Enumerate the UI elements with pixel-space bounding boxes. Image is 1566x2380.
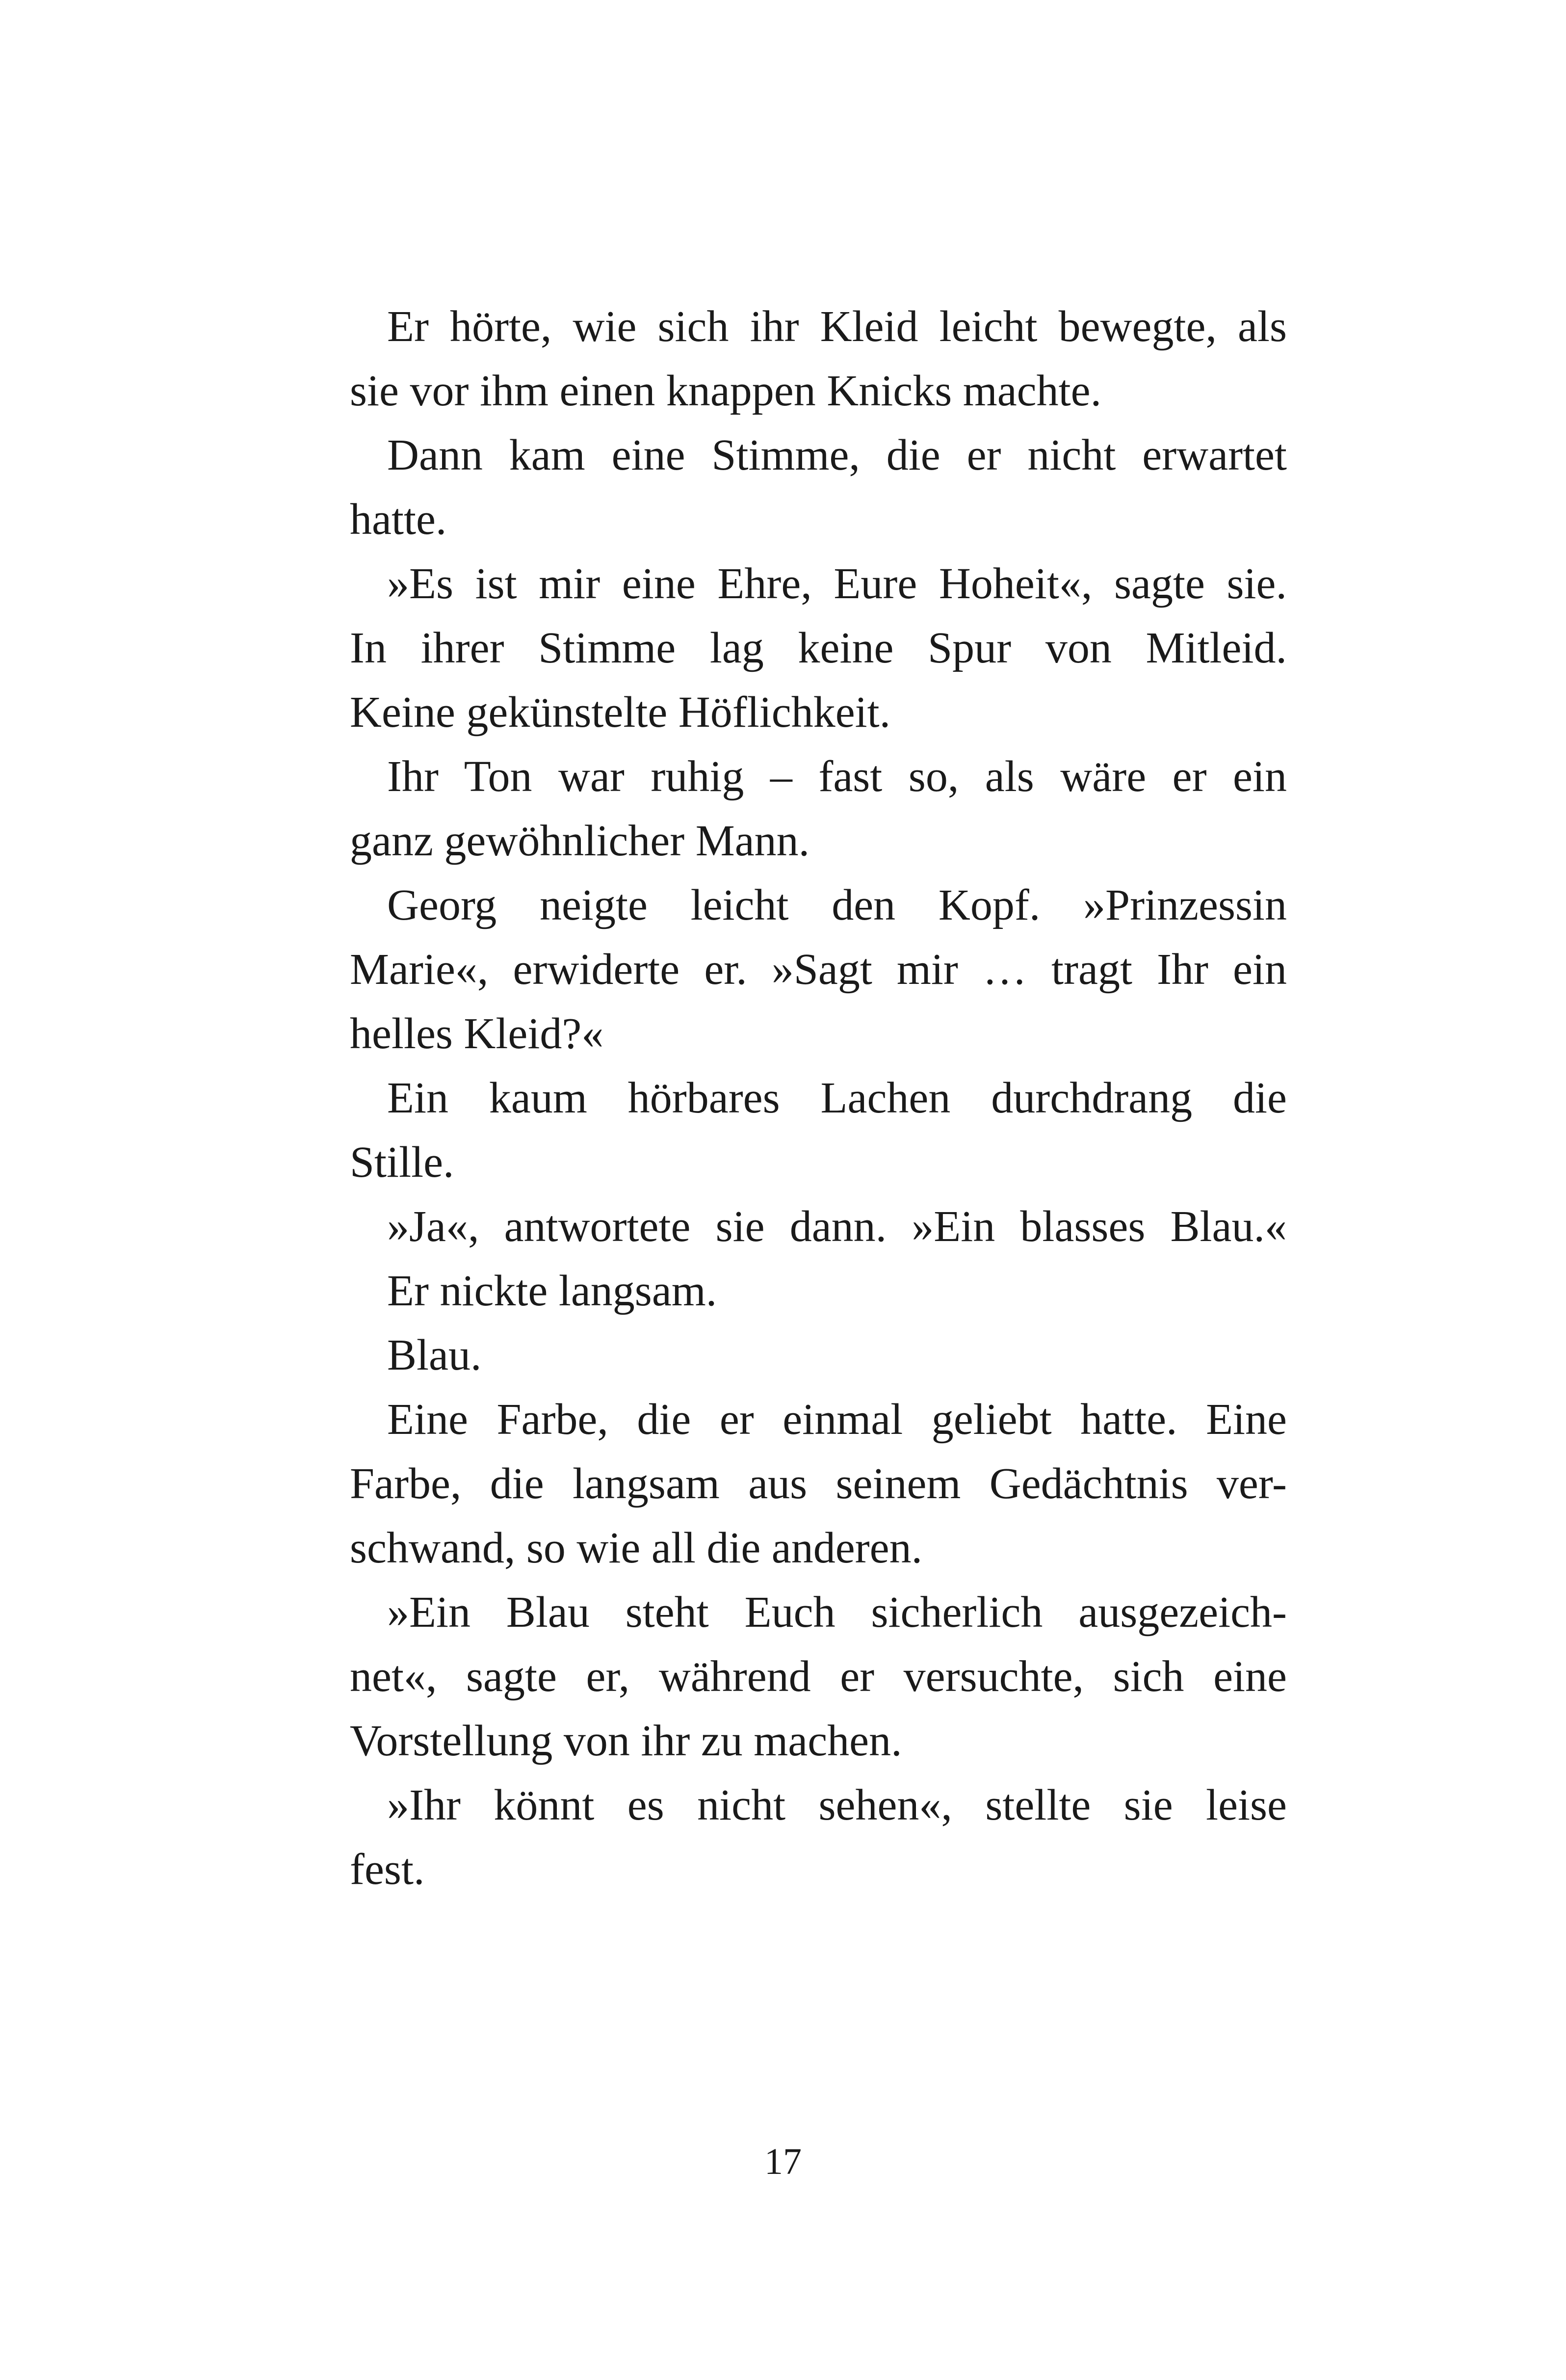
- text-line: Blau.: [387, 1331, 482, 1379]
- text-line: fest.: [350, 1845, 425, 1894]
- text-line: Marie«, erwiderte er. »Sagt mir … tragt Ihr ein: [350, 945, 1287, 994]
- text-line: hatte.: [350, 495, 447, 544]
- text-line: schwand, so wie all die anderen.: [350, 1524, 923, 1572]
- text-line: Ein kaum hörbares Lachen durchdrang die: [387, 1074, 1287, 1122]
- text-line: ganz gewöhnlicher Mann.: [350, 817, 810, 865]
- text-line: In ihrer Stimme lag keine Spur von Mitleid.: [350, 624, 1287, 672]
- text-line: Er nickte langsam.: [387, 1267, 717, 1315]
- text-line: »Ihr könnt es nicht sehen«, stellte sie leise: [387, 1781, 1287, 1829]
- text-line: Vorstellung von ihr zu machen.: [350, 1717, 902, 1765]
- text-line: helles Kleid?«: [350, 1009, 604, 1058]
- text-line: Ihr Ton war ruhig – fast so, als wäre er ein: [387, 752, 1287, 801]
- page-number: 17: [764, 2141, 802, 2182]
- text-line: »Ein Blau steht Euch sicherlich ausgezeich-: [387, 1588, 1287, 1637]
- text-line: sie vor ihm einen knappen Knicks machte.: [350, 367, 1102, 415]
- text-line: Er hörte, wie sich ihr Kleid leicht bewegte, als: [387, 302, 1287, 351]
- text-line: Dann kam eine Stimme, die er nicht erwartet: [387, 431, 1287, 479]
- body-text: [350, 294, 1287, 1902]
- text-line: Georg neigte leicht den Kopf. »Prinzessin: [387, 881, 1287, 929]
- text-line: Stille.: [350, 1138, 454, 1187]
- text-line: net«, sagte er, während er versuchte, sich eine: [350, 1652, 1287, 1701]
- text-line: »Ja«, antwortete sie dann. »Ein blasses Blau.«: [387, 1202, 1287, 1251]
- text-line: Eine Farbe, die er einmal geliebt hatte. Eine: [387, 1395, 1287, 1444]
- text-line: Keine gekünstelte Höflichkeit.: [350, 688, 891, 737]
- text-line: Farbe, die langsam aus seinem Gedächtnis ver-: [350, 1459, 1287, 1508]
- text-line: »Es ist mir eine Ehre, Eure Hoheit«, sagte sie.: [387, 559, 1287, 608]
